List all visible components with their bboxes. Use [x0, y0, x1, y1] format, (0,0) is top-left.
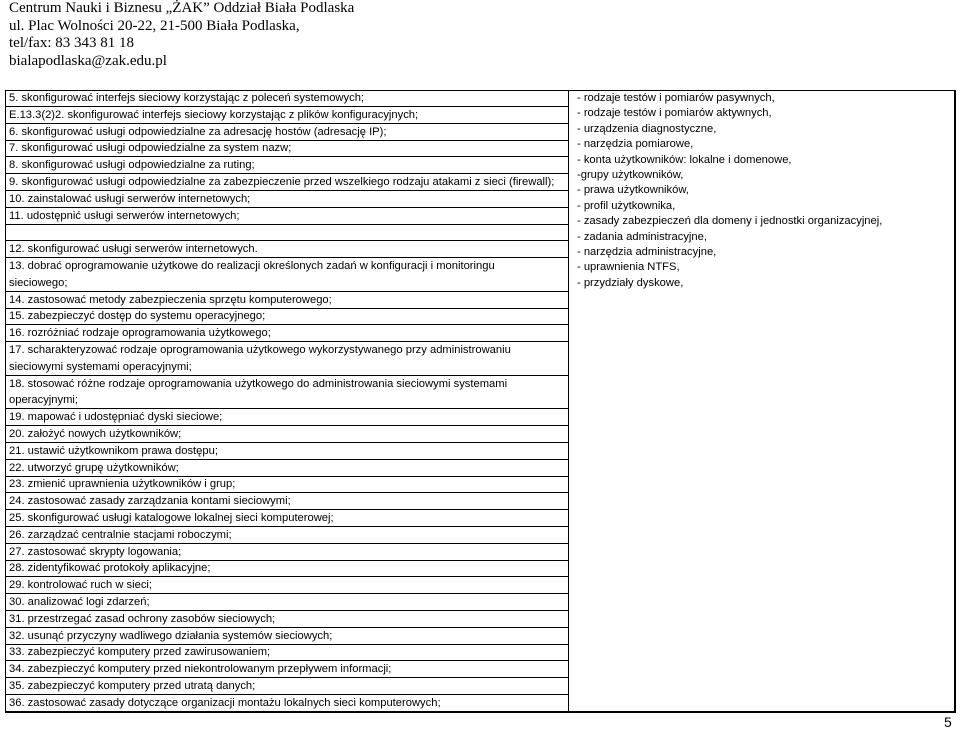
content-topic-line: -grupy użytkowników, [577, 169, 684, 182]
learning-outcome-line: 24. zastosować zasady zarządzania kontami sieciowymi; [6, 494, 568, 510]
learning-outcome-line: 8. skonfigurować usługi odpowiedzialne za ruting; [6, 158, 568, 174]
page-number: 5 [944, 714, 952, 730]
learning-outcome-line: 26. zarządzać centralnie stacjami roboczymi; [6, 528, 568, 544]
learning-outcome-line: 21. ustawić użytkownikom prawa dostępu; [6, 444, 568, 460]
learning-outcome-line: 18. stosować różne rodzaje oprogramowania użytkowego do administrowania sieciowymi systemami [9, 377, 508, 390]
learning-outcome-line: 28. zidentyfikować protokoły aplikacyjne; [6, 561, 568, 577]
content-topic-line: - uprawnienia NTFS, [577, 261, 680, 274]
learning-outcome-line: 29. kontrolować ruch w sieci; [6, 578, 568, 594]
learning-outcome-line: 12. skonfigurować usługi serwerów internetowych. [6, 242, 568, 258]
learning-outcome-line: 32. usunąć przyczyny wadliwego działania systemów sieciowych; [6, 629, 568, 645]
learning-outcome-line: sieciowymi systemami operacyjnymi; [6, 360, 568, 376]
learning-outcome-line: 34. zabezpieczyć komputery przed niekontrolowanym przepływem informacji; [6, 662, 568, 678]
header-email: bialapodlaska@zak.edu.pl [9, 52, 167, 69]
content-topic-line: - narzędzia administracyjne, [577, 246, 717, 259]
curriculum-table [5, 90, 956, 713]
content-topic-line: - profil użytkownika, [577, 199, 676, 212]
learning-outcome-line: E.13.3(2)2. skonfigurować interfejs sieciowy korzystając z plików konfiguracyjnych; [6, 108, 568, 124]
learning-outcome-line [6, 225, 568, 241]
content-topic-line: - rodzaje testów i pomiarów aktywnych, [577, 107, 772, 120]
learning-outcome-line: 30. analizować logi zdarzeń; [6, 595, 568, 611]
learning-outcome-line: 9. skonfigurować usługi odpowiedzialne za zabezpieczenie przed wszelkiego rodzaju atakami z sieci (firewall); [6, 175, 568, 191]
learning-outcome-line: 23. zmienić uprawnienia użytkowników i grup; [6, 477, 568, 493]
header-address: ul. Plac Wolności 20-22, 21-500 Biała Podlaska, [9, 17, 300, 34]
learning-outcome-line: 36. zastosować zasady dotyczące organizacji montażu lokalnych sieci komputerowych; [6, 696, 568, 712]
learning-outcome-line: 19. mapować i udostępniać dyski sieciowe; [6, 410, 568, 426]
content-topic-line: - zadania administracyjne, [577, 230, 707, 243]
learning-outcomes-column [6, 91, 569, 711]
content-topic-line: - prawa użytkowników, [577, 184, 689, 197]
learning-outcome-line: 11. udostępnić usługi serwerów internetowych; [6, 209, 568, 225]
content-topic-line: - konta użytkowników: lokalne i domenowe, [577, 153, 792, 166]
learning-outcome-line: 7. skonfigurować usługi odpowiedzialne za system nazw; [6, 141, 568, 157]
learning-outcome-line: 31. przestrzegać zasad ochrony zasobów sieciowych; [6, 612, 568, 628]
learning-outcome-line: 17. scharakteryzować rodzaje oprogramowania użytkowego wykorzystywanego przy administrowaniu [9, 344, 511, 356]
learning-outcome-line: 6. skonfigurować usługi odpowiedzialne za adresację hostów (adresację IP); [6, 125, 568, 141]
header-phone: tel/fax: 83 343 81 18 [9, 35, 134, 51]
learning-outcome-line: operacyjnymi; [6, 393, 568, 409]
content-topic-line: - przydziały dyskowe, [577, 276, 684, 289]
learning-outcome-line: 33. zabezpieczyć komputery przed zawirusowaniem; [6, 645, 568, 661]
learning-outcome-line: 20. założyć nowych użytkowników; [6, 427, 568, 443]
learning-outcome-line: 5. skonfigurować interfejs sieciowy korzystając z poleceń systemowych; [6, 91, 568, 107]
document-header [9, 0, 354, 70]
learning-outcome-line: 10. zainstalować usługi serwerów internetowych; [6, 192, 568, 208]
content-topic-line: - rodzaje testów i pomiarów pasywnych, [577, 92, 775, 104]
learning-outcome-line: 35. zabezpieczyć komputery przed utratą danych; [6, 679, 568, 695]
content-topic-line: - urządzenia diagnostyczne, [577, 122, 717, 135]
content-topic-line: - zasady zabezpieczeń dla domeny i jednostki organizacyjnej, [577, 215, 883, 228]
learning-outcome-line: sieciowego; [6, 276, 568, 292]
content-topic-line: - narzędzia pomiarowe, [577, 138, 694, 151]
learning-outcome-line: 22. utworzyć grupę użytkowników; [6, 461, 568, 477]
learning-outcome-line: 13. dobrać oprogramowanie użytkowe do realizacji określonych zadań w konfiguracji i monitoringu [9, 260, 495, 272]
learning-outcome-line: 25. skonfigurować usługi katalogowe lokalnej sieci komputerowej; [6, 511, 568, 527]
learning-outcome-line: 27. zastosować skrypty logowania; [6, 545, 568, 561]
learning-outcome-line: 15. zabezpieczyć dostęp do systemu operacyjnego; [6, 309, 568, 325]
content-topics-column [577, 91, 882, 291]
header-institution: Centrum Nauki i Biznesu „ŻAK” Oddział Biała Podlaska [9, 0, 355, 16]
learning-outcome-line: 16. rozróżniać rodzaje oprogramowania użytkowego; [6, 326, 568, 342]
learning-outcome-line: 14. zastosować metody zabezpieczenia sprzętu komputerowego; [6, 293, 568, 309]
